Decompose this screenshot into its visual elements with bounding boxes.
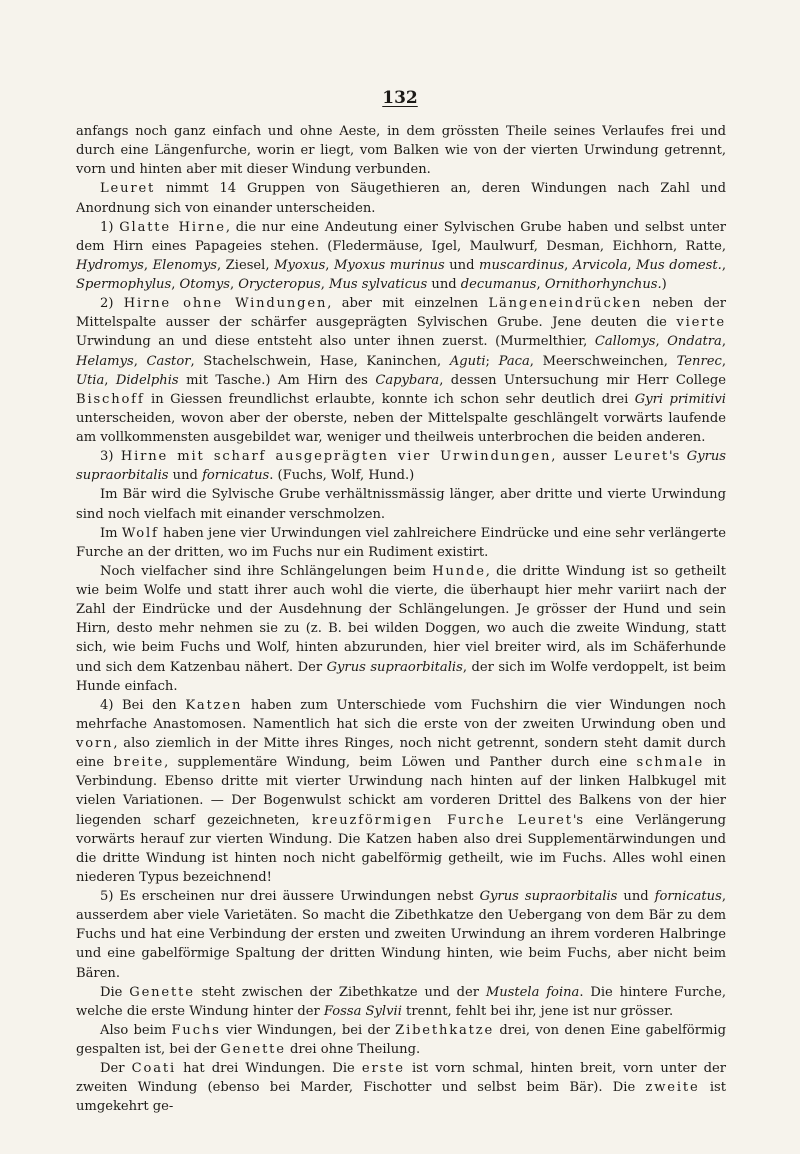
text-run: , ausser xyxy=(551,449,614,465)
text-run: ) xyxy=(661,277,667,292)
text-run: , also ziemlich in der Mitte ihres Ringes, noch nicht getrennt, sondern steht damit durch eine xyxy=(76,736,726,771)
italic-term: Aguti xyxy=(449,353,486,369)
paragraph xyxy=(76,983,726,1021)
text-run: und xyxy=(168,468,203,484)
spaced-emphasis: Genette xyxy=(129,984,195,1000)
italic-term: muscardinus xyxy=(479,257,565,273)
text-run: , xyxy=(655,334,668,350)
text-run: , xyxy=(133,353,147,369)
text-run: Im Bär wird die Sylvische Grube verhältnissmässig länger, aber dritte und vierte Urwindung sind noch vielfach mit einander verschmolzen. xyxy=(76,487,726,522)
italic-term: Castor xyxy=(146,353,191,369)
italic-term: Tenrec xyxy=(676,353,722,369)
text-run: und xyxy=(427,277,461,292)
italic-term: Gyrus supraorbitalis xyxy=(326,659,463,675)
text-run: unterscheiden, wovon aber der oberste, neben der Mittelspalte geschlängelt vorwärts laufende am vollkommensten ausgebildet war, weniger und theilweis unterbrochen die beiden anderen. xyxy=(76,410,726,445)
spaced-emphasis: breite xyxy=(113,755,165,771)
text-run: , xyxy=(536,277,545,292)
paragraph xyxy=(76,562,726,696)
italic-term: Capybara xyxy=(375,372,440,388)
text-run: , xyxy=(721,257,726,273)
spaced-emphasis: Coati xyxy=(131,1061,176,1077)
text-run: , xyxy=(564,257,573,273)
italic-term: Fossa Sylvii xyxy=(323,1003,402,1019)
spaced-emphasis: Genette xyxy=(220,1042,286,1057)
italic-term: Gyri primitivi xyxy=(634,391,726,407)
text-run: , die nur eine Andeutung einer Sylvischen Grube haben und selbst unter dem Hirn eines Papageies stehen. (Fledermäuse, Igel, Maulwurf, Desman, Eichhorn, Ratte, xyxy=(76,219,726,254)
italic-term: Myoxus murinus xyxy=(334,257,445,273)
spaced-emphasis: vierte xyxy=(676,315,726,331)
text-run: ; xyxy=(485,353,499,369)
paragraph xyxy=(76,485,726,523)
text-run: drei, von denen Eine gabelförmig gespalten ist, bei der xyxy=(76,1022,726,1057)
italic-term: Utia xyxy=(76,372,105,388)
text-run: hat drei Windungen. Die xyxy=(175,1061,362,1077)
text-run: , xyxy=(721,334,727,350)
text-run: , xyxy=(143,257,153,273)
spaced-emphasis: Leuret xyxy=(517,812,573,828)
italic-term: Otomys xyxy=(179,277,230,292)
text-run: , xyxy=(104,372,116,388)
italic-term: fornicatus xyxy=(202,468,270,484)
text-run: , die dritte Windung ist so getheilt wie beim Wolfe und statt ihrer auch wohl die vierte, die überhaupt hier mehr variirt nach der Zahl der Eindrücke und der Ausdehnung der Schlängelungen. Je grösser der Hund und sein Hirn, desto mehr nehmen sie zu (z. B. bei wilden Doggen, wo auch die zweite Windung, statt sich, wie beim Fuchs und Wolf, hinten abzurunden, hier viel breiter wird, als im Schäferhunde und sich dem Katzenbau nähert. Der xyxy=(76,563,726,675)
spaced-emphasis: Leuret xyxy=(100,181,156,197)
spaced-emphasis: vorn xyxy=(76,736,114,751)
text-run: Urwindung an und diese entsteht also unter ihnen zuerst. (Murmelthier, xyxy=(76,334,595,350)
text-run: , xyxy=(721,353,726,369)
paragraph xyxy=(76,447,726,485)
spaced-emphasis: Hunde xyxy=(432,563,486,579)
paragraph xyxy=(76,1021,726,1059)
text-run: und xyxy=(617,889,655,904)
italic-term: Paca xyxy=(498,353,530,369)
text-run: , xyxy=(627,257,637,273)
text-run: in Giessen freundlichst erlaubte, konnte ich schon sehr deutlich drei xyxy=(144,391,635,407)
text-run: . (Fuchs, Wolf, Hund.) xyxy=(269,468,415,484)
spaced-emphasis: Bischoff xyxy=(76,391,145,407)
text-run: mit Tasche.) Am Hirn des xyxy=(178,372,376,388)
text-run: 's eine Verlängerung vorwärts herauf zur vierten Windung. Die Katzen haben also drei Supplementärwindungen und die dritte Windung ist hinten noch nicht gabelförmig getheilt, wie im Fuchs. Alles wohl einen niederen Typus bezeichnend! xyxy=(76,812,726,885)
text-run: . Die hintere Furche, welche die erste Windung hinter der xyxy=(76,984,726,1019)
italic-term: Gyrus supraorbitalis xyxy=(479,889,618,904)
text-run: , xyxy=(320,277,330,292)
text-run xyxy=(505,813,517,828)
paragraph xyxy=(76,179,726,217)
spaced-emphasis: Zibethkatze xyxy=(395,1022,495,1038)
text-run: 3) xyxy=(100,449,121,465)
paragraph xyxy=(76,1059,726,1116)
italic-term: Myoxus xyxy=(274,257,326,273)
spaced-emphasis: erste xyxy=(361,1061,405,1077)
spaced-emphasis: Glatte Hirne xyxy=(119,219,226,235)
text-run: , Stachelschwein, Hase, Kaninchen, xyxy=(190,353,450,369)
spaced-emphasis: Hirne ohne Windungen xyxy=(123,296,328,312)
text-run: Der xyxy=(100,1061,132,1077)
italic-term: Mus domest. xyxy=(636,257,722,273)
text-run: 2) xyxy=(100,296,124,312)
text-run: , Meerschweinchen, xyxy=(529,353,677,369)
text-run: 1) xyxy=(100,219,120,235)
italic-term: Ondatra xyxy=(667,334,722,350)
text-run: , ausserdem aber viele Varietäten. So macht die Zibethkatze den Uebergang von dem Bär zu dem Fuchs und hat eine Verbindung der ersten und zweiten Urwindung an ihrem vorderen Halbringe und eine gabelförmige Spaltung der dritten Windung hinten, wie beim Fuchs, aber nicht beim Bären. xyxy=(76,889,726,981)
text-run: steht zwischen der Zibethkatze und der xyxy=(194,984,486,1000)
italic-term: Mustela foina xyxy=(485,984,580,1000)
paragraph xyxy=(76,218,726,295)
text-run: , supplementäre Windung, beim Löwen und Panther durch eine xyxy=(164,755,637,771)
text-run: , Ziesel, xyxy=(216,257,275,273)
text-run: , dessen Untersuchung mir Herr College xyxy=(439,372,726,388)
text-run: nimmt 14 Gruppen von Säugethieren an, deren Windungen nach Zahl und Anordnung sich von einander unterscheiden. xyxy=(76,181,726,216)
text-run: haben jene vier Urwindungen viel zahlreichere Eindrücke und eine sehr verlängerte Furche an der dritten, wo im Fuchs nur ein Rudiment existirt. xyxy=(76,525,726,560)
text-run: Also beim xyxy=(100,1022,172,1038)
italic-term: Ornithorhynchus. xyxy=(544,277,662,292)
spaced-emphasis: schmale xyxy=(636,755,705,771)
text-run: Die xyxy=(100,984,130,1000)
italic-term: Gyrus supraorbitalis xyxy=(76,449,727,484)
italic-term: Elenomys xyxy=(152,257,217,273)
paragraph xyxy=(76,294,726,447)
spaced-emphasis: Wolf xyxy=(121,525,159,541)
text-run: , der sich im Wolfe verdoppelt, ist beim Hunde einfach. xyxy=(76,659,726,694)
italic-term: fornicatus xyxy=(654,889,722,904)
text-run: in Verbindung. Ebenso dritte mit vierter Urwindung nach hinten auf der linken Halbkugel mit vielen Variationen. — Der Bogenwulst schickt am vorderen Drittel des Balkens von der hier liegenden scharf gezeichneten, xyxy=(76,755,726,828)
text-run: , xyxy=(229,277,239,292)
italic-term: Hydromys xyxy=(76,257,144,273)
paragraph xyxy=(76,524,726,562)
paragraph xyxy=(76,122,726,179)
italic-term: Arvicola xyxy=(572,257,628,273)
italic-term: Didelphis xyxy=(115,372,179,388)
italic-term: Helamys xyxy=(76,353,134,369)
italic-term: Mus sylvaticus xyxy=(329,277,428,292)
text-run: , aber mit einzelnen xyxy=(327,296,489,312)
italic-term: Orycteropus xyxy=(238,277,321,292)
italic-term: decumanus xyxy=(460,277,537,292)
spaced-emphasis: Hirne mit scharf ausgeprägten vier Urwindungen xyxy=(120,449,552,465)
text-run: ist vorn schmal, hinten breit, vorn unter der zweiten Windung (ebenso bei Marder, Fischotter und selbst beim Bär). Die xyxy=(76,1061,727,1096)
paragraph xyxy=(76,887,726,983)
text-run: und xyxy=(444,257,480,273)
text-run: trennt, fehlt bei ihr, jene ist nur grösser. xyxy=(401,1003,674,1019)
text-run: , xyxy=(325,257,335,273)
text-run: 5) Es erscheinen nur drei äussere Urwindungen nebst xyxy=(100,889,480,904)
paragraph xyxy=(76,696,726,887)
spaced-emphasis: Fuchs xyxy=(171,1022,221,1038)
text-run: drei ohne Theilung. xyxy=(285,1042,421,1057)
text-run: 4) Bei den xyxy=(100,697,186,713)
text-run: anfangs noch ganz einfach und ohne Aeste, in dem grössten Theile seines Verlaufes frei und durch eine Längenfurche, worin er liegt, vom Balken wie von der vierten Urwindung getrennt, vorn und hinten aber mit dieser Windung verbunden. xyxy=(76,124,726,178)
text-run: 's xyxy=(669,449,687,465)
text-run: ist umgekehrt ge- xyxy=(76,1080,726,1115)
spaced-emphasis: Katzen xyxy=(185,697,243,713)
body-text xyxy=(76,122,726,1117)
text-run: , xyxy=(171,277,180,292)
text-run: neben der Mittelspalte ausser der schärfer ausgeprägten Sylvischen Grube. Jene deuten die xyxy=(76,296,726,331)
page-number: 132 xyxy=(382,88,418,108)
italic-term: Callomys xyxy=(594,334,656,350)
spaced-emphasis: kreuzförmigen Furche xyxy=(311,812,506,828)
text-run: haben zum Unterschiede vom Fuchshirn die vier Windungen noch mehrfache Anastomosen. Namentlich hat sich die erste von der zweiten Urwindung oben und xyxy=(76,697,726,732)
text-run: Noch vielfacher sind ihre Schlängelungen beim xyxy=(100,563,433,579)
italic-term: Spermophylus xyxy=(76,277,172,292)
spaced-emphasis: Längeneindrücken xyxy=(488,296,643,312)
spaced-emphasis: Leuret xyxy=(613,449,670,465)
spaced-emphasis: zweite xyxy=(645,1080,700,1096)
text-run: vier Windungen, bei der xyxy=(220,1022,396,1038)
text-run: Im xyxy=(100,525,122,541)
